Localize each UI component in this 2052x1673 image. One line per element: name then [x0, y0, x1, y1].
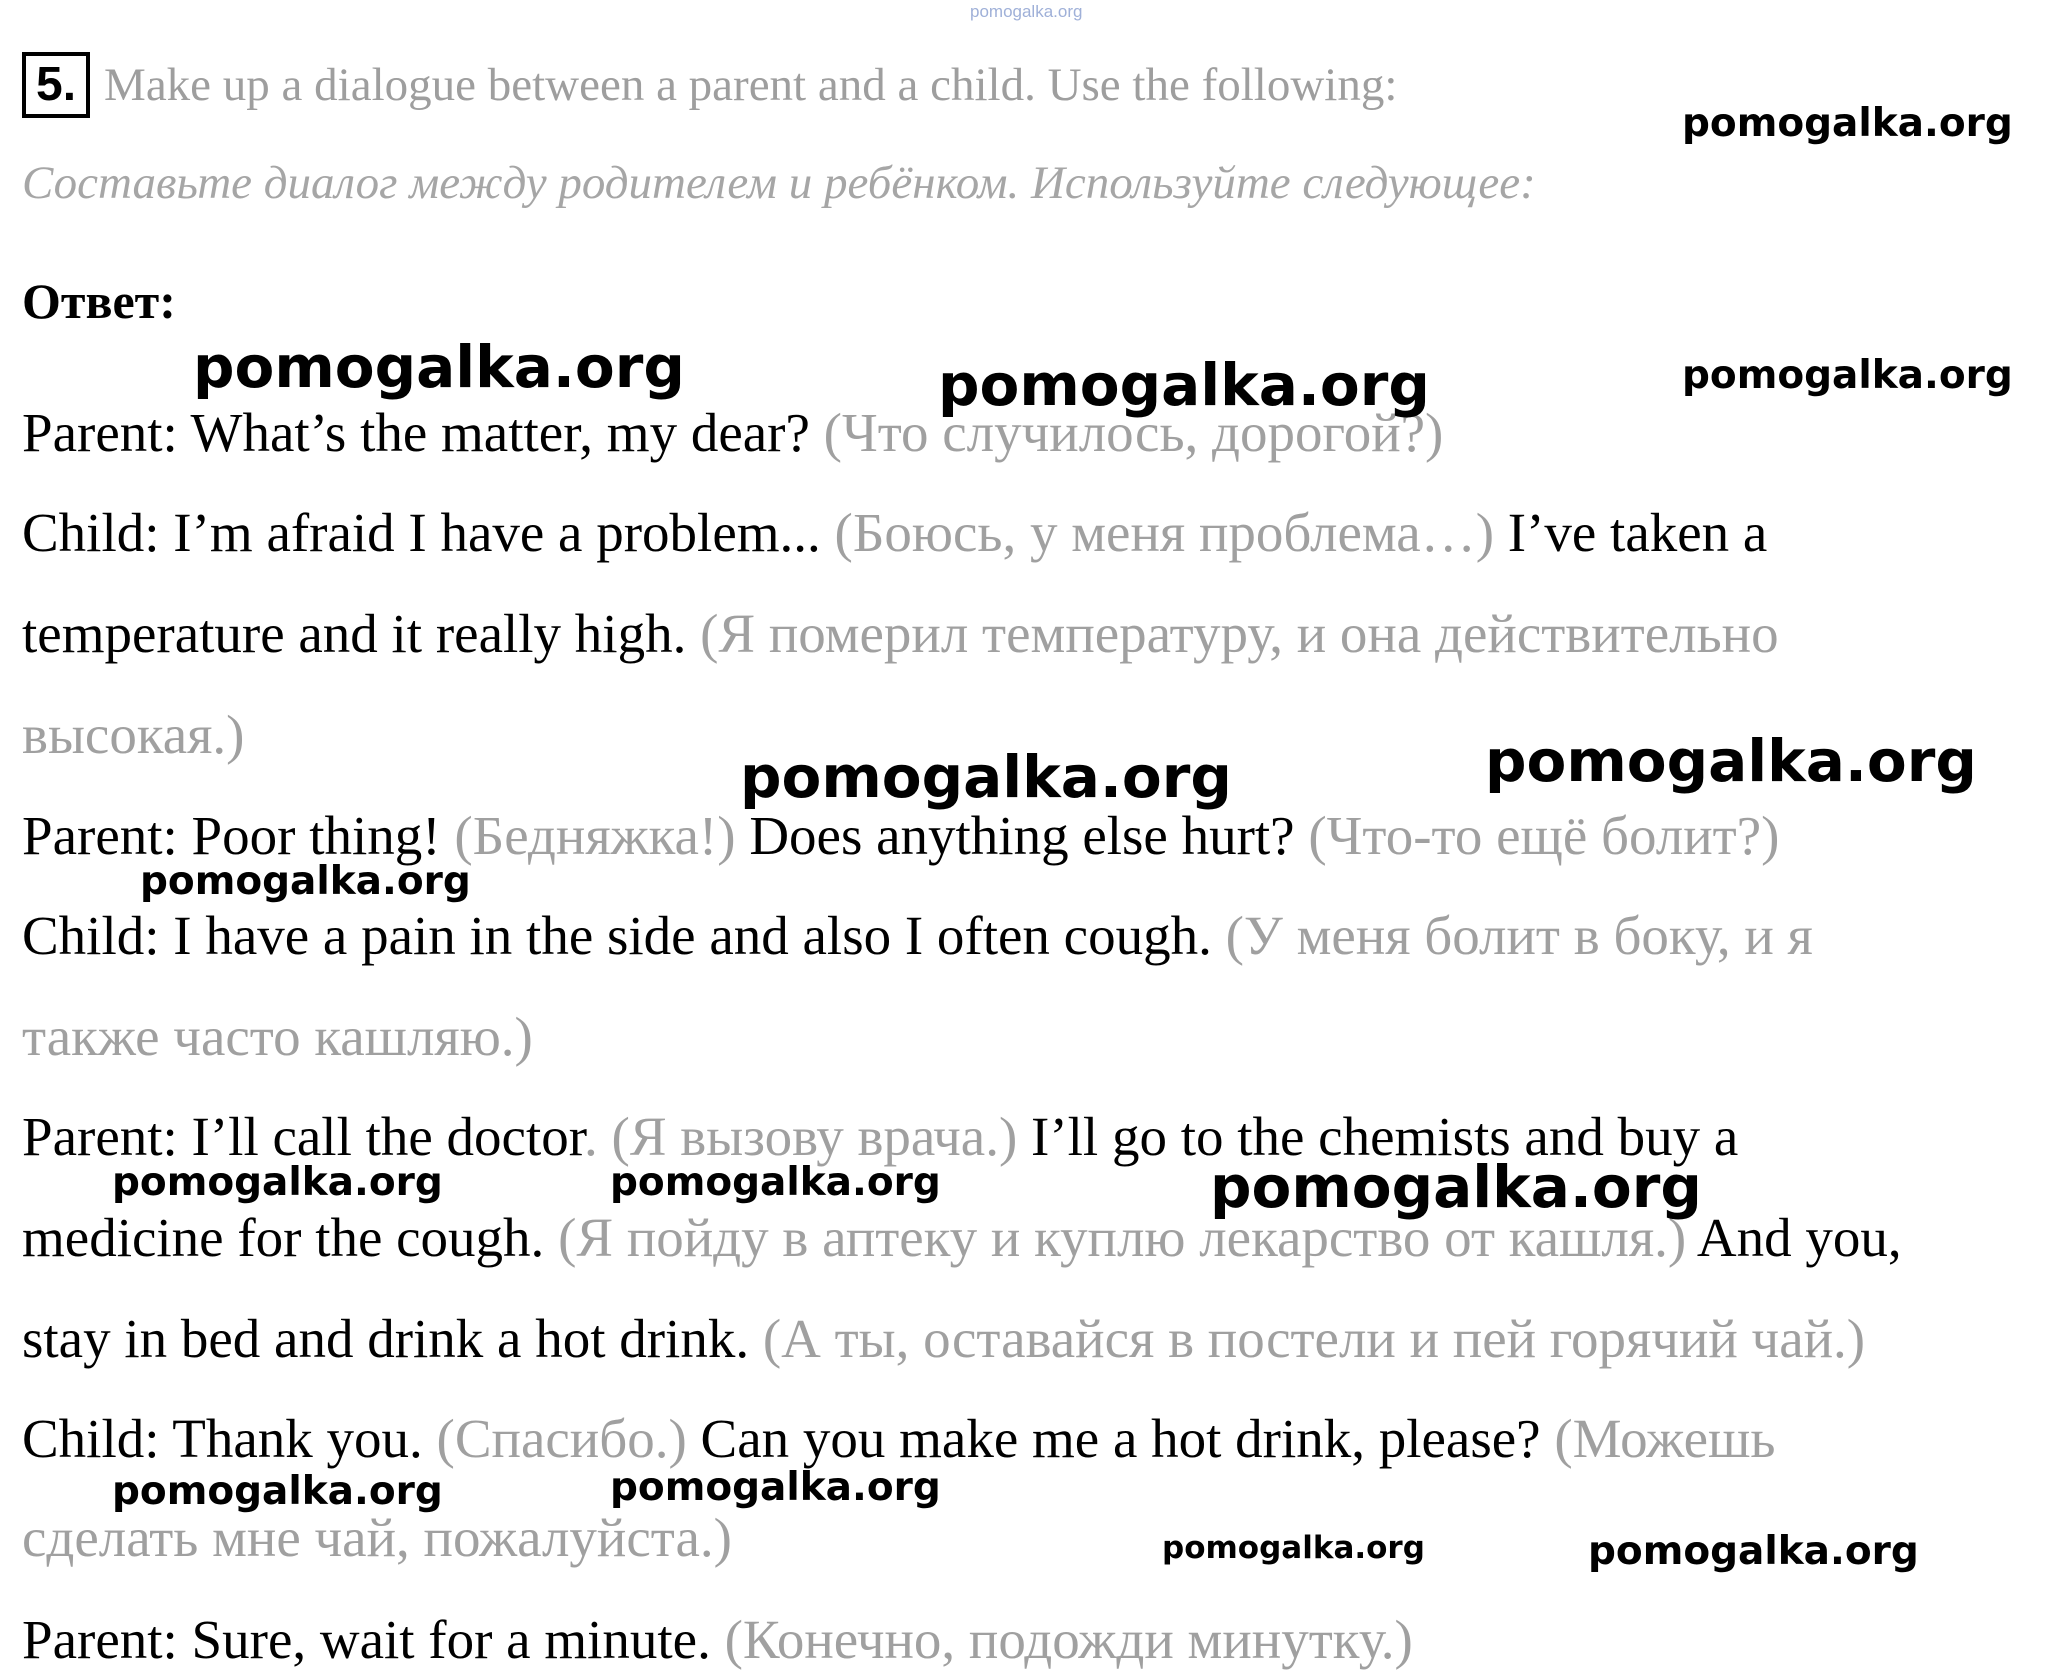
english-text: I’ll go to the chemists and buy a	[1017, 1106, 1739, 1167]
russian-translation: (Бедняжка!)	[454, 805, 736, 866]
dialogue-line	[22, 1308, 1866, 1369]
russian-translation: также часто кашляю.)	[22, 1006, 533, 1067]
dialogue-line	[22, 1507, 732, 1568]
english-text: And you,	[1686, 1207, 1902, 1268]
russian-translation: (Можешь	[1554, 1408, 1776, 1469]
english-text: Child: Thank you.	[22, 1408, 437, 1469]
russian-translation: (Конечно, подожди минутку.)	[724, 1609, 1413, 1670]
task-instruction-ru: Составьте диалог между родителем и ребёнком. Используйте следующее:	[22, 157, 1536, 209]
russian-translation: (Я померил температуру, и она действительно	[700, 603, 1779, 664]
dialogue-line	[22, 1609, 1413, 1670]
english-text: Child: I have a pain in the side and also I often cough.	[22, 905, 1226, 966]
russian-translation: высокая.)	[22, 704, 245, 765]
task-instruction: Make up a dialogue between a parent and a child. Use the following:	[104, 59, 1398, 111]
watermark: pomogalka.org	[1588, 1529, 1919, 1574]
english-text: Parent: I’ll call the doctor	[22, 1106, 585, 1167]
watermark: pomogalka.org	[610, 1465, 941, 1510]
header-watermark: pomogalka.org	[970, 2, 1083, 21]
watermark: pomogalka.org	[938, 351, 1430, 419]
english-text: stay in bed and drink a hot drink.	[22, 1308, 763, 1369]
russian-translation: (Боюсь, у меня проблема…)	[834, 502, 1495, 563]
dialogue-line	[22, 805, 1780, 866]
task-number-box: 5.	[22, 52, 90, 118]
watermark: pomogalka.org	[1162, 1530, 1425, 1566]
watermark: pomogalka.org	[1485, 727, 1977, 795]
dialogue-line	[22, 905, 1813, 966]
russian-translation: (У меня болит в боку, и я	[1225, 905, 1813, 966]
watermark: pomogalka.org	[140, 859, 471, 904]
dialogue-line	[22, 1408, 1776, 1469]
watermark: pomogalka.org	[1682, 353, 2013, 398]
dialogue-line	[22, 502, 1768, 563]
russian-translation: (Я пойду в аптеку и куплю лекарство от кашля.)	[558, 1207, 1687, 1268]
dialogue-line	[22, 603, 1779, 664]
watermark: pomogalka.org	[740, 743, 1232, 811]
english-text: Child: I’m afraid I have a problem...	[22, 502, 835, 563]
english-text: Parent: Sure, wait for a minute.	[22, 1609, 725, 1670]
english-text: Parent: Poor thing!	[22, 805, 455, 866]
watermark: pomogalka.org	[1682, 101, 2013, 146]
russian-translation: сделать мне чай, пожалуйста.)	[22, 1507, 732, 1568]
english-text: Does anything else hurt?	[735, 805, 1309, 866]
english-text: medicine for the cough.	[22, 1207, 559, 1268]
watermark: pomogalka.org	[112, 1160, 443, 1205]
russian-translation: (А ты, оставайся в постели и пей горячий чай.)	[762, 1308, 1866, 1369]
watermark: pomogalka.org	[112, 1469, 443, 1514]
dialogue-line	[22, 704, 245, 765]
english-text: Can you make me a hot drink, please?	[686, 1408, 1555, 1469]
watermark: pomogalka.org	[193, 333, 685, 401]
english-text: Parent: What’s the matter, my dear?	[22, 402, 824, 463]
russian-translation: (Что-то ещё болит?)	[1308, 805, 1780, 866]
russian-translation: (Что случилось, дорогой?)	[823, 402, 1444, 463]
english-text: temperature and it really high.	[22, 603, 701, 664]
answer-label: Ответ:	[22, 273, 176, 329]
watermark: pomogalka.org	[1210, 1153, 1702, 1221]
watermark: pomogalka.org	[610, 1160, 941, 1205]
task-heading	[22, 52, 1397, 118]
english-text: I’ve taken a	[1494, 502, 1768, 563]
dialogue-line	[22, 1006, 533, 1067]
russian-translation: (Спасибо.)	[436, 1408, 687, 1469]
russian-translation: . (Я вызову врача.)	[584, 1106, 1018, 1167]
